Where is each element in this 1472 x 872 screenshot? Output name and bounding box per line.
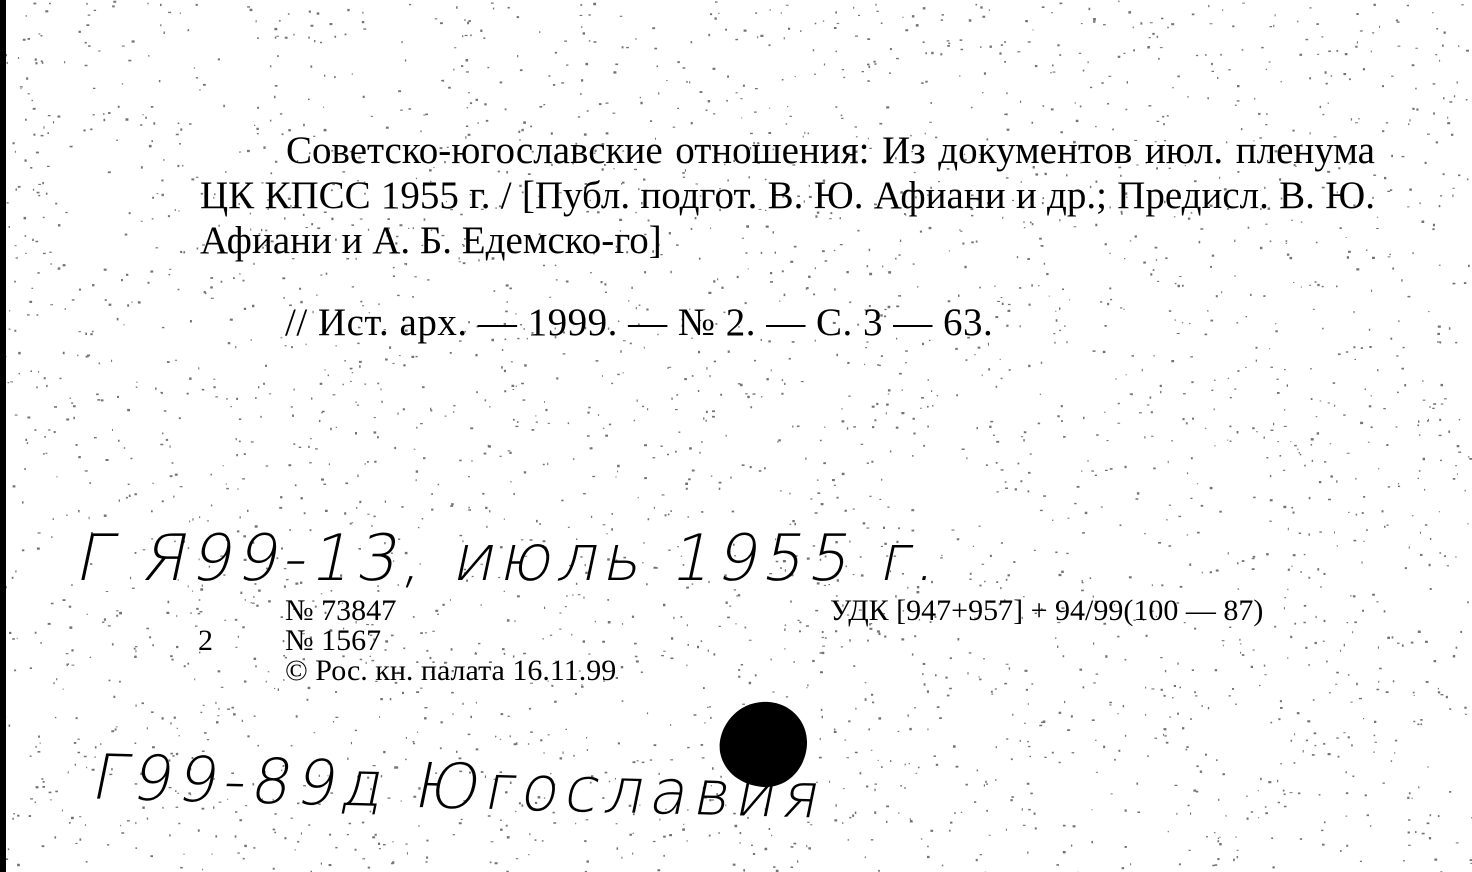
handwritten-note-bottom: Г99-89д Югославия [86, 740, 834, 833]
registry-index: 2 [198, 624, 213, 657]
citation-body [200, 128, 1375, 263]
citation-text: Советско-югославские отношения: Из документов июл. пленума ЦК КПСС 1955 г. / [Публ. подгот. В. Ю. Афиани и др.; Предисл. В. Ю. Афиани и А. Б. Едемско-го] [200, 129, 1375, 262]
udk-code: УДК [947+957] + 94/99(100 — 87) [830, 594, 1264, 627]
scan-edge [0, 0, 6, 872]
registry-number-1: № 73847 [285, 594, 397, 627]
citation-source: // Ист. арх. — 1999. — № 2. — С. 3 — 63. [285, 301, 994, 344]
handwritten-note-top: Г Я99-13, июль 1955 г. [70, 522, 952, 596]
registry-number-2: № 1567 [285, 624, 382, 657]
registry-copyright: © Рос. кн. палата 16.11.99 [285, 654, 617, 687]
